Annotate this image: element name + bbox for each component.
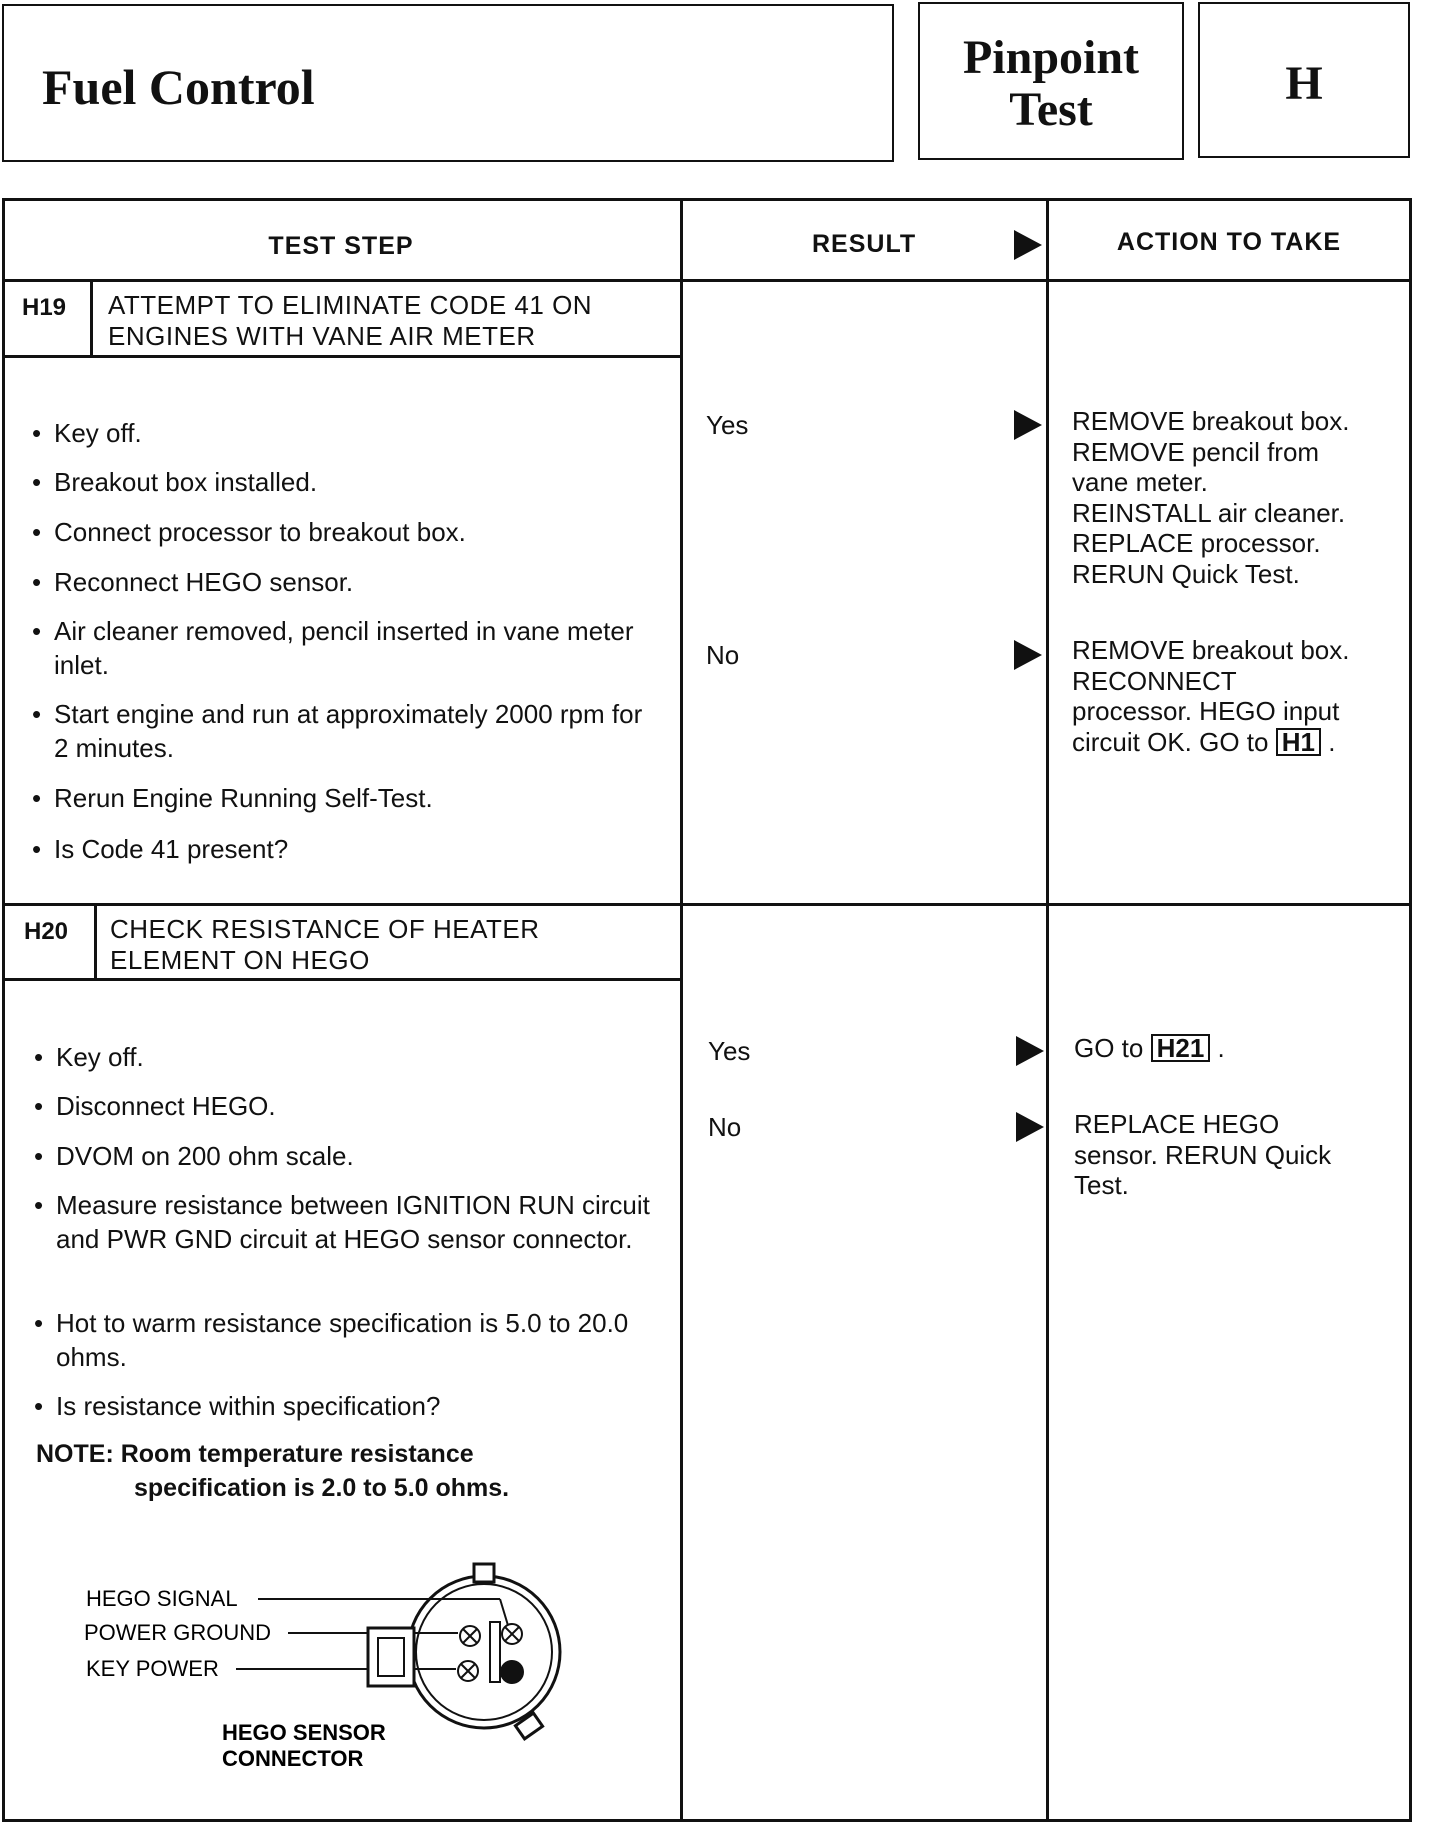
h20-bullet: • DVOM on 200 ohm scale.	[34, 1139, 664, 1173]
h19-action-no: REMOVE breakout box. RECONNECT processor. HEGO input circuit OK. GO to H1 .	[1072, 635, 1350, 757]
diagram-label-signal: HEGO SIGNAL	[86, 1586, 238, 1611]
hego-connector-diagram	[60, 1550, 620, 1780]
result-arrow-icon	[1014, 230, 1042, 260]
step-title-h20-line2: ELEMENT ON HEGO	[110, 945, 370, 975]
h20-yes-arrow-icon	[1016, 1036, 1044, 1066]
h20-note: NOTE: Room temperature resistance specification is 2.0 to 5.0 ohms.	[36, 1440, 510, 1502]
h20-action-yes: GO to H21 .	[1074, 1033, 1225, 1063]
diagram-label-power: KEY POWER	[86, 1656, 219, 1681]
h19-action-yes: REMOVE breakout box. REMOVE pencil from vane meter. REINSTALL air cleaner. REPLACE processor. RERUN Quick Test.	[1072, 406, 1350, 589]
diagram-caption-1: HEGO SENSOR	[222, 1720, 386, 1745]
h19-bullet: • Breakout box installed.	[32, 465, 652, 499]
pinpoint-label-2: Test	[1009, 83, 1093, 136]
h20-bullet: • Key off.	[34, 1040, 664, 1074]
step-title-h19-line1: ATTEMPT TO ELIMINATE CODE 41 ON	[108, 290, 593, 320]
h20-result-yes: Yes	[708, 1036, 751, 1066]
pinpoint-label-1: Pinpoint	[962, 31, 1140, 84]
h20-bullet: • Hot to warm resistance specification is 5.0 to 20.0 ohms.	[34, 1306, 664, 1374]
pin-power-icon	[458, 1661, 478, 1681]
page-title: Fuel Control	[42, 59, 315, 115]
h20-no-arrow-icon	[1016, 1112, 1044, 1142]
h19-bullet: • Start engine and run at approximately 2000 rpm for 2 minutes.	[32, 697, 652, 765]
h19-yes-arrow-icon	[1014, 410, 1042, 440]
h19-bullet: • Reconnect HEGO sensor.	[32, 565, 652, 599]
h20-id-divider	[94, 904, 97, 979]
h19-id-divider	[90, 279, 93, 356]
step-title-h20-line1: CHECK RESISTANCE OF HEATER	[110, 914, 540, 944]
col-divider-1	[680, 198, 683, 1822]
col-header-test-step: TEST STEP	[268, 232, 414, 260]
h20-bullet: • Measure resistance between IGNITION RUN circuit and PWR GND circuit at HEGO sensor connector.	[34, 1188, 664, 1256]
pin-solid-icon	[500, 1660, 524, 1684]
h20-title-bottom	[2, 978, 680, 981]
h19-bullet: • Connect processor to breakout box.	[32, 515, 652, 549]
h19-title-bottom	[2, 355, 680, 358]
h19-bullet: • Rerun Engine Running Self-Test.	[32, 781, 652, 815]
h19-bullet: • Is Code 41 present?	[32, 832, 652, 866]
goto-ref-h1: H1	[1276, 728, 1321, 756]
h20-bullet: • Is resistance within specification?	[34, 1389, 664, 1423]
h19-result-no: No	[706, 640, 740, 670]
pin-signal-icon	[502, 1624, 522, 1644]
diagram-label-ground: POWER GROUND	[84, 1620, 271, 1645]
section-letter: H	[1285, 57, 1323, 110]
header-row-bottom	[2, 279, 1412, 282]
h19-no-arrow-icon	[1014, 640, 1042, 670]
h20-action-no: REPLACE HEGO sensor. RERUN Quick Test.	[1074, 1109, 1332, 1200]
goto-ref-h21: H21	[1151, 1034, 1211, 1062]
diagram-caption-2: CONNECTOR	[222, 1746, 364, 1771]
h19-result-yes: Yes	[706, 410, 749, 440]
step-id-h19: H19	[22, 294, 67, 321]
h20-bullet: • Disconnect HEGO.	[34, 1089, 664, 1123]
h19-bullet: • Key off.	[32, 416, 652, 450]
col-divider-2	[1046, 198, 1049, 1822]
col-header-action: ACTION TO TAKE	[1116, 228, 1342, 256]
col-header-result: RESULT	[812, 230, 917, 258]
step-title-h19-line2: ENGINES WITH VANE AIR METER	[108, 321, 536, 351]
step-id-h20: H20	[24, 918, 69, 945]
h20-result-no: No	[708, 1112, 742, 1142]
h19-bullet: • Air cleaner removed, pencil inserted in vane meter inlet.	[32, 614, 652, 682]
pin-ground-icon	[460, 1626, 480, 1646]
step-separator	[2, 903, 1412, 906]
connector-body	[368, 1564, 560, 1739]
